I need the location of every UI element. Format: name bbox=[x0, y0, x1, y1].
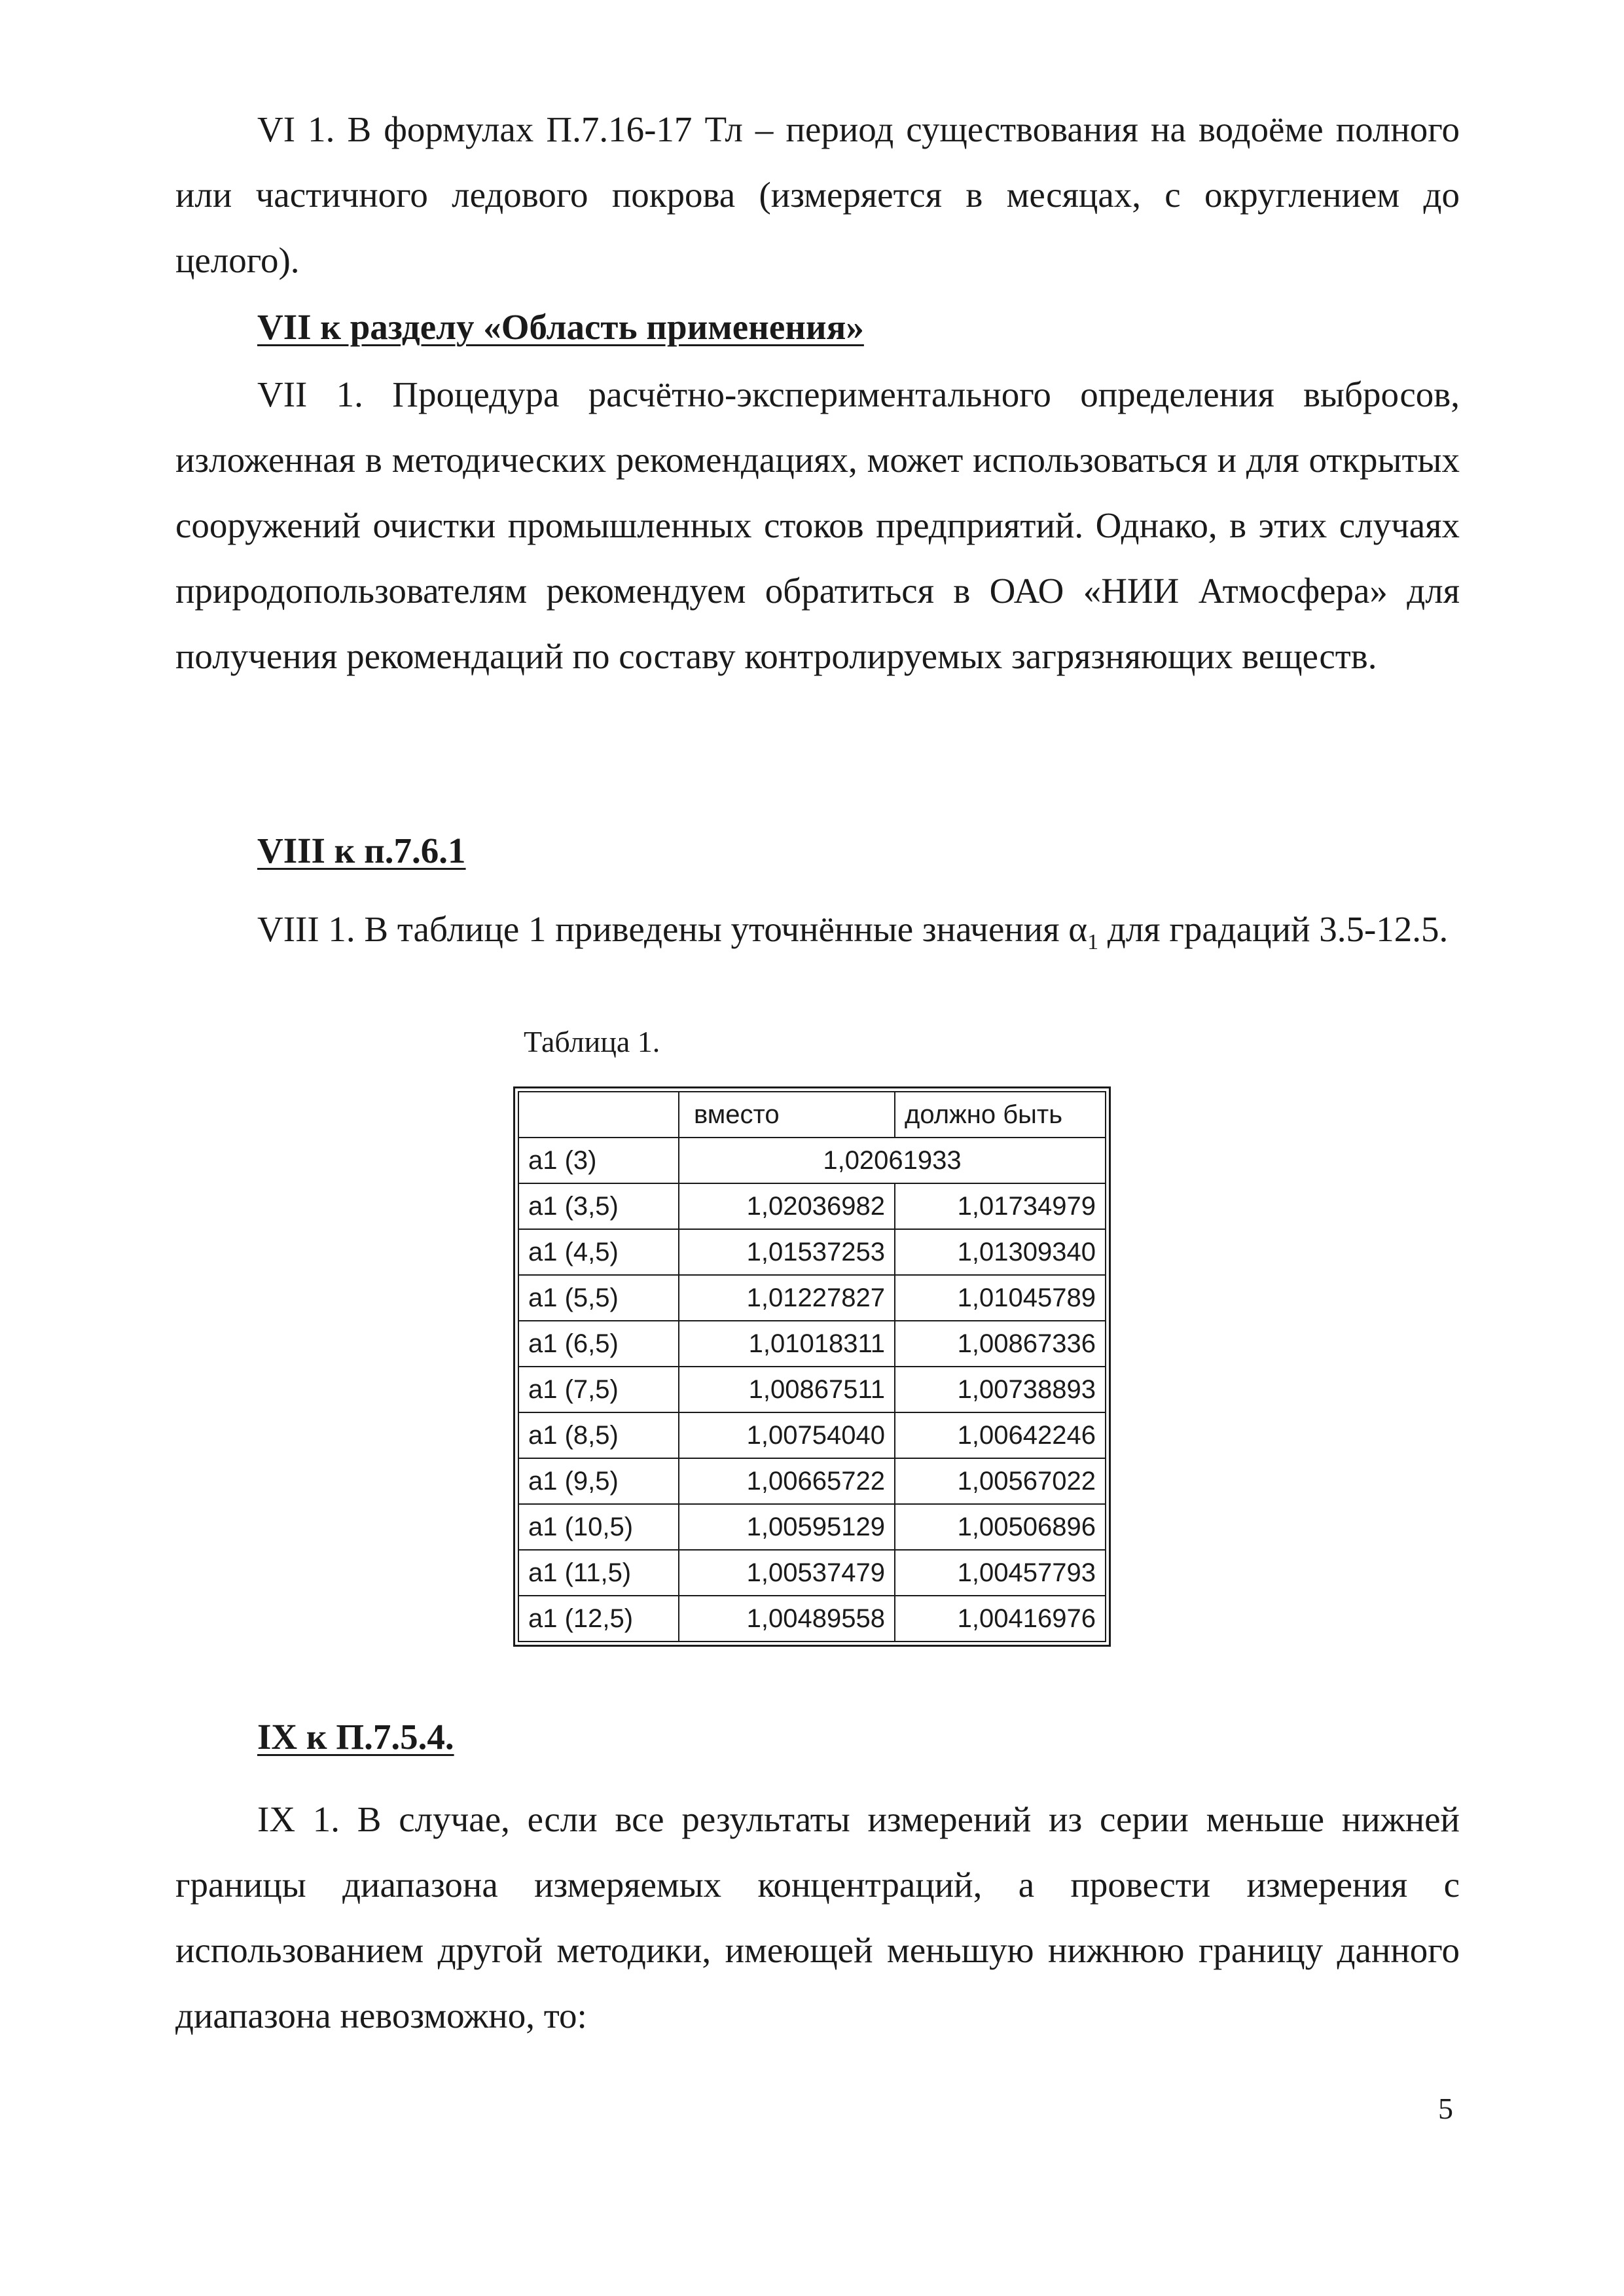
row-label: a1 (9,5) bbox=[518, 1458, 679, 1504]
value-instead: 1,00595129 bbox=[679, 1504, 895, 1550]
section-vi-paragraph bbox=[175, 97, 1460, 293]
value-should-be: 1,00642246 bbox=[895, 1412, 1106, 1458]
page-number: 5 bbox=[1438, 2092, 1453, 2125]
row-label: a1 (10,5) bbox=[518, 1504, 679, 1550]
value-instead: 1,00754040 bbox=[679, 1412, 895, 1458]
value-should-be: 1,00738893 bbox=[895, 1367, 1106, 1412]
heading-ix: IX к П.7.5.4. bbox=[257, 1717, 454, 1757]
paragraph-vii-1: VII 1. Процедура расчётно-экспериментального определения выбросов, изложенная в методических рекомендациях, может использоваться и для открытых сооружений очистки промышленных стоков предприятий. Однако, в этих случаях природопользователям рекомендуем обратиться в ОАО «НИИ Атмосфера» для получения рекомендаций по составу контролируемых загрязняющих веществ. bbox=[175, 374, 1460, 676]
table-row-merged bbox=[518, 1138, 1106, 1183]
heading-vii: VII к разделу «Область применения» bbox=[257, 307, 864, 347]
row-label: a1 (11,5) bbox=[518, 1550, 679, 1596]
value-should-be: 1,00416976 bbox=[895, 1596, 1106, 1641]
table-row bbox=[518, 1458, 1106, 1504]
merged-value: 1,02061933 bbox=[679, 1138, 1106, 1183]
value-instead: 1,01227827 bbox=[679, 1275, 895, 1321]
table-row bbox=[518, 1367, 1106, 1412]
value-instead: 1,00489558 bbox=[679, 1596, 895, 1641]
value-should-be: 1,00457793 bbox=[895, 1550, 1106, 1596]
alpha-subscript: 1 bbox=[1087, 930, 1099, 954]
value-instead: 1,00867511 bbox=[679, 1367, 895, 1412]
table-row bbox=[518, 1229, 1106, 1275]
paragraph-ix-1: IX 1. В случае, если все результаты измерений из серии меньше нижней границы диапазона измеряемых концентраций, а провести измерения с использованием другой методики, имеющей меньшую нижнюю границу данного диапазона невозможно, то: bbox=[175, 1799, 1460, 2036]
value-instead: 1,01537253 bbox=[679, 1229, 895, 1275]
row-label: a1 (12,5) bbox=[518, 1596, 679, 1641]
paragraph-viii-1-text-start: VIII 1. В таблице 1 приведены уточнённые значения α bbox=[257, 909, 1088, 949]
table-row bbox=[518, 1275, 1106, 1321]
table-row bbox=[518, 1550, 1106, 1596]
table-row bbox=[518, 1412, 1106, 1458]
row-label: a1 (4,5) bbox=[518, 1229, 679, 1275]
row-label: a1 (8,5) bbox=[518, 1412, 679, 1458]
value-should-be: 1,01045789 bbox=[895, 1275, 1106, 1321]
table-row bbox=[518, 1183, 1106, 1229]
section-ix-paragraph bbox=[175, 1787, 1460, 2049]
header-cell-should-be: должно быть bbox=[895, 1092, 1106, 1138]
header-cell-instead: вместо bbox=[679, 1092, 895, 1138]
value-should-be: 1,01309340 bbox=[895, 1229, 1106, 1275]
value-instead: 1,01018311 bbox=[679, 1321, 895, 1367]
table-caption: Таблица 1. bbox=[524, 1025, 660, 1058]
value-should-be: 1,00506896 bbox=[895, 1504, 1106, 1550]
row-label: a1 (3,5) bbox=[518, 1183, 679, 1229]
paragraph-vi-1: VI 1. В формулах П.7.16-17 Тл – период существования на водоёме полного или частичного ледового покрова (измеряется в месяцах, с округлением до целого). bbox=[175, 109, 1460, 280]
row-label: a1 (5,5) bbox=[518, 1275, 679, 1321]
row-label: a1 (7,5) bbox=[518, 1367, 679, 1412]
paragraph-viii-1-text-end: для градаций 3.5-12.5. bbox=[1098, 909, 1449, 949]
value-should-be: 1,00567022 bbox=[895, 1458, 1106, 1504]
row-label: a1 (6,5) bbox=[518, 1321, 679, 1367]
header-cell-empty bbox=[518, 1092, 679, 1138]
paragraph-viii-1 bbox=[175, 897, 1460, 975]
table-row bbox=[518, 1504, 1106, 1550]
value-instead: 1,00665722 bbox=[679, 1458, 895, 1504]
row-label: a1 (3) bbox=[518, 1138, 679, 1183]
table-row bbox=[518, 1596, 1106, 1641]
value-instead: 1,00537479 bbox=[679, 1550, 895, 1596]
value-instead: 1,02036982 bbox=[679, 1183, 895, 1229]
section-vii-paragraph bbox=[175, 362, 1460, 689]
table-row bbox=[518, 1321, 1106, 1367]
value-should-be: 1,00867336 bbox=[895, 1321, 1106, 1367]
heading-viii: VIII к п.7.6.1 bbox=[257, 831, 466, 870]
section-viii-paragraph bbox=[175, 897, 1460, 975]
value-should-be: 1,01734979 bbox=[895, 1183, 1106, 1229]
coefficients-table bbox=[513, 1086, 1111, 1647]
table-header-row bbox=[518, 1092, 1106, 1138]
